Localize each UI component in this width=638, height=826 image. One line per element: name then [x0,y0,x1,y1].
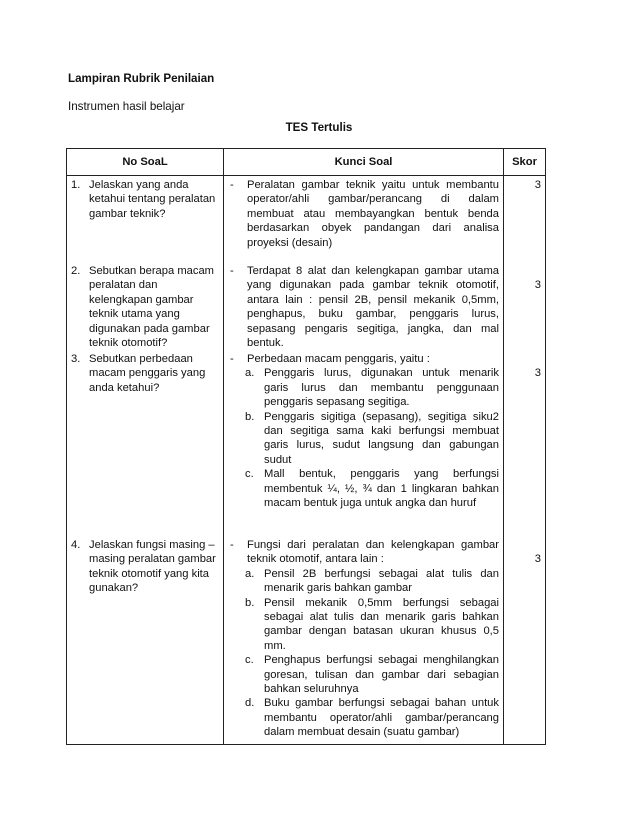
question-number: 1. [71,179,81,191]
answer-item [228,178,499,250]
subitem-text: Mall bentuk, penggaris yang berfungsi membentuk ¼, ½, ¾ dan 1 lingkaran bahkan macam bentuk juga untuk angka dan huruf [264,468,499,510]
score-value: 3 [534,553,541,565]
question-text: Jelaskan yang anda ketahui tentang peralatan gambar teknik? [89,179,216,220]
answer-item [228,264,499,350]
answer-subitem [245,596,499,654]
questions-cell [67,176,224,745]
table-caption: TES Tertulis [285,121,353,134]
question-number: 2. [71,265,81,277]
page-subheading: Instrumen hasil belajar [68,100,185,113]
answer-subitem [245,653,499,696]
rubric-table [66,148,546,745]
question-text: Sebutkan berapa macam peralatan dan kelengkapan gambar teknik utama yang digunakan pada gambar teknik otomotif? [89,265,215,350]
subitem-text: Pensil mekanik 0,5mm berfungsi sebagai sebagai alat tulis dan menarik garis bahkan gambar dengan batasan ukuran khusus 0,5 mm. [264,596,499,652]
answer-item [228,538,499,567]
answer-subitem [245,366,499,409]
subitem-letter: d. [245,697,255,710]
question-text: Jelaskan fungsi masing – masing peralatan gambar teknik otomotif yang kita gunakan? [89,539,216,595]
question-number: 3. [71,353,81,365]
answer-text: Terdapat 8 alat dan kelengkapan gambar utama yang digunakan pada gambar teknik otomotif, antara lain : pensil 2B, pensil mekanik 0,5mm, penghapus, buku gambar, penggaris lurus, sepasang pengaris segitiga, jangka, dan mal bentuk. [247,265,499,350]
subitem-letter: c. [245,654,254,667]
subitem-letter: a. [245,567,255,580]
answer-dash: - [230,539,234,551]
question-number: 4. [71,539,81,551]
subitem-text: Penghapus berfungsi sebagai menghilangkan goresan, tulisan dan gambar dari sebagian bahkan seluruhnya [264,654,499,696]
score-value: 3 [534,367,541,379]
table-header-row [67,149,546,176]
question-item [71,264,219,350]
answer-subitem [245,467,499,510]
answers-cell [224,176,504,745]
subitem-text: Penggaris lurus, digunakan untuk menarik garis lurus dan membantu penggunaan penggaris sepasang segitiga. [264,367,499,409]
subitem-text: Pensil 2B berfungsi sebagai alat tulis dan menarik garis bahkan gambar [264,567,499,595]
answer-dash: - [230,179,234,191]
score-value: 3 [534,279,541,291]
header-no-soal: No SoaL [67,149,224,176]
answer-subitem [245,696,499,739]
answer-subitem [245,567,499,596]
header-skor: Skor [504,149,546,176]
subitem-letter: b. [245,596,255,609]
subitem-letter: b. [245,410,255,423]
header-kunci-soal: Kunci Soal [224,149,504,176]
answer-item [228,352,499,366]
answer-dash: - [230,353,234,365]
answer-dash: - [230,265,234,277]
score-value: 3 [534,179,541,191]
question-item [71,352,219,395]
question-item [71,178,219,221]
answer-text: Fungsi dari peralatan dan kelengkapan gambar teknik otomotif, antara lain : [247,539,499,566]
subitem-letter: a. [245,367,255,380]
subitem-letter: c. [245,468,254,481]
question-item [71,538,219,596]
answer-text: Perbedaan macam penggaris, yaitu : [247,353,430,365]
subitem-text: Penggaris sigitiga (sepasang), segitiga siku2 dan segitiga sama kaki berfungsi membuat garis lurus, sudut langsung dan gabungan sudut [264,410,499,466]
page-heading: Lampiran Rubrik Penilaian [68,72,215,85]
scores-cell [504,176,546,745]
table-row [67,176,546,745]
answer-subitem [245,410,499,468]
answer-text: Peralatan gambar teknik yaitu untuk membantu operator/ahli gambar/perancang di dalam membuat atau membayangkan bentuk benda berdasarkan obyek pandangan dari analisa proyeksi (desain) [247,179,499,249]
question-text: Sebutkan perbedaan macam penggaris yang anda ketahui? [89,353,206,394]
subitem-text: Buku gambar berfungsi sebagai bahan untuk membantu operator/ahli gambar/perancang dalam membuat desain (suatu gambar) [264,697,499,739]
